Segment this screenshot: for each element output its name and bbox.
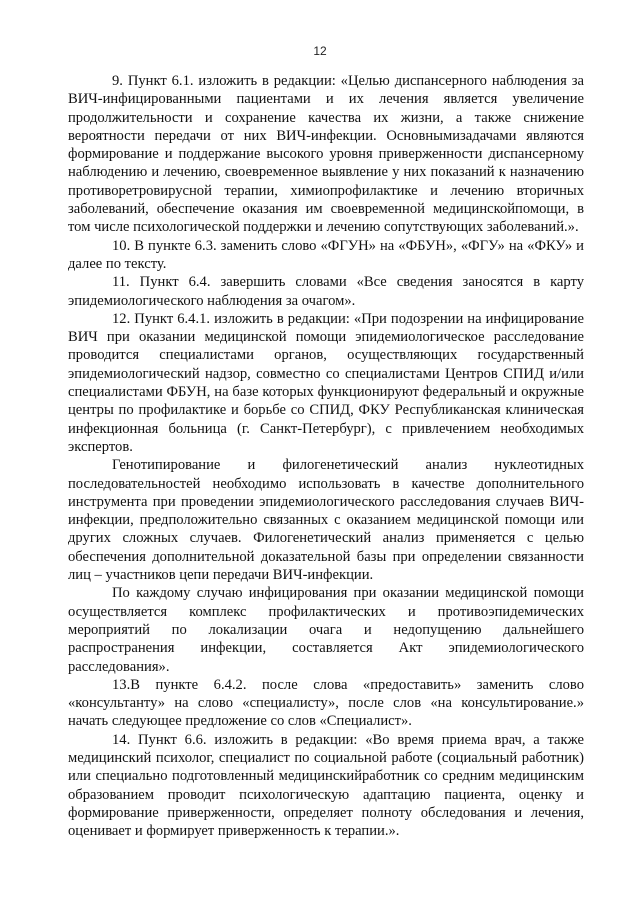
paragraph-item-11: 11. Пункт 6.4. завершить словами «Все сведения заносятся в карту эпидемиологического наблюдения за очагом». [68,274,584,309]
page-number: 12 [313,44,327,58]
paragraph-item-13: 13.В пункте 6.4.2. после слова «предоставить» заменить слово «консультанту» на слово «специалисту», после слов «на консультирование.» начать следующее предложение со слов «Специалист». [68,676,584,730]
paragraph-item-12: 12. Пункт 6.4.1. изложить в редакции: «При подозрении на инфицирование ВИЧ при оказании медицинской помощи эпидемиологическое расследование проводится специалистами органов, осуществляющих государственный эпидемиологический надзор, совместно со специалистами Центров СПИД и/или специалистами ФБУН, на базе которых функционируют федеральный и окружные центры по профилактике и борьбе со СПИД, ФКУ Республиканская клиническая инфекционная больница (г. Санкт-Петербург), с привлечением необходимых экспертов. [68,310,584,455]
document-body [68,72,584,840]
paragraph-genotyping: Генотипирование и филогенетический анализ нуклеотидных последовательностей необходимо использовать в качестве дополнительного инструмента при проведении эпидемиологического расследования случаев ВИЧ-инфекции, предположительно связанных с оказанием медицинской помощи или других сложных случаев. Филогенетический анализ применяется с целью обеспечения дополнительной доказательной базы при определении связанности лиц – участников цепи передачи ВИЧ-инфекции. [68,457,584,584]
paragraph-each-case: По каждому случаю инфицирования при оказании медицинской помощи осуществляется комплекс профилактических и противоэпидемических мероприятий по локализации очага и недопущению дальнейшего распространения инфекции, составляется Акт эпидемиологического расследования». [68,585,584,675]
paragraph-item-9: 9. Пункт 6.1. изложить в редакции: «Целью диспансерного наблюдения за ВИЧ-инфицированными пациентами и их лечения является увеличение продолжительности и сохранение качества их жизни, а также снижение вероятности передачи от них ВИЧ-инфекции. Основнымизадачами являются формирование и поддержание высокого уровня приверженности диспансерному наблюдению и лечению, своевременное выявление у них показаний к назначению противоретровирусной терапии, химиопрофилактике и лечению вторичных заболеваний, обеспечение оказания им своевременной медицинскойпомощи, в том числе психологической поддержки и лечению сопутствующих заболеваний.». [68,73,584,236]
paragraph-item-10: 10. В пункте 6.3. заменить слово «ФГУН» на «ФБУН», «ФГУ» на «ФКУ» и далее по тексту. [68,237,584,272]
paragraph-item-14: 14. Пункт 6.6. изложить в редакции: «Во время приема врач, а также медицинский психолог, специалист по социальной работе (социальный работник) или специально подготовленный медицинскийработник со средним медицинским образованием проводит психологическую адаптацию пациента, оценку и формирование приверженности, определяет полноту обследования и лечения, оценивает и формирует приверженность к терапии.». [68,731,584,840]
